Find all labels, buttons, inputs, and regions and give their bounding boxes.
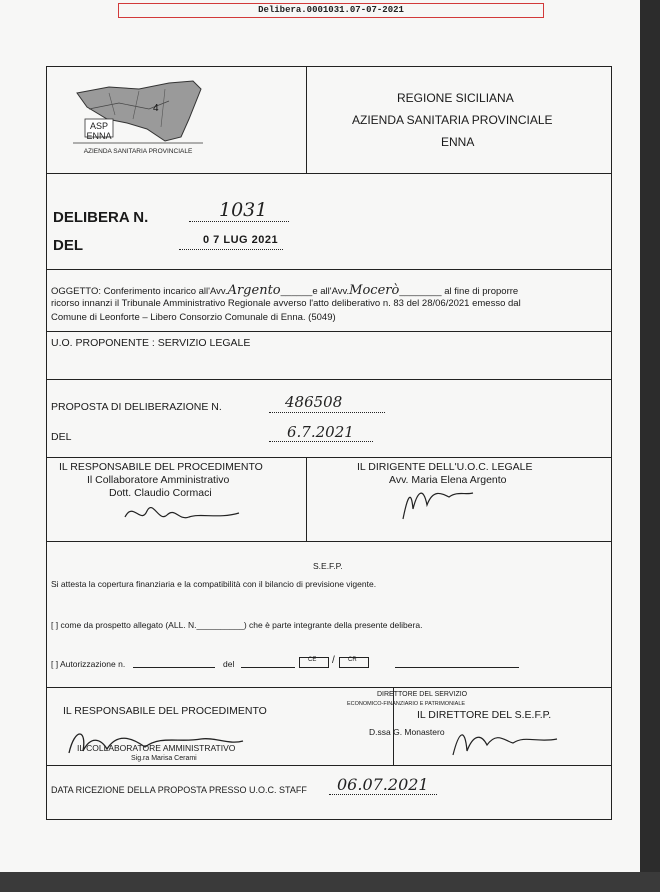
oggetto-line1: OGGETTO: Conferimento incarico all'Avv.Argento______e all'Avv.Mocerò________ al fine di proporre [51,283,519,298]
dirigente-name: Avv. Maria Elena Argento [389,474,507,486]
responsabile-title: IL RESPONSABILE DEL PROCEDIMENTO [59,461,263,473]
bottom-direttore-signature [447,721,567,761]
proposta-number: 486508 [285,393,343,411]
sefp-title: S.E.F.P. [313,561,343,571]
responsabile-name: Dott. Claudio Cormaci [109,487,212,499]
bottom-responsabile-role: IL COLLABORATORE AMMINISTRATIVO [77,743,236,753]
responsabile-role: Il Collaboratore Amministrativo [87,474,230,486]
bottom-responsabile-title: IL RESPONSABILE DEL PROCEDIMENTO [63,705,267,717]
bottom-direttore-title: IL DIRETTORE DEL S.E.F.P. [417,709,552,721]
bottom-direttore-subtitle: ECONOMICO-FINANZIARIO E PATRIMONIALE [347,701,466,707]
delibera-date: 0 7 LUG 2021 [203,234,279,246]
asp-enna-logo [69,79,209,157]
sefp-box-cr: CR [339,657,369,668]
proposta-del-label: DEL [51,431,72,443]
logo-caption: AZIENDA SANITARIA PROVINCIALE [83,148,193,155]
delibera-del-label: DEL [53,237,83,254]
oggetto-name2: Mocerò [349,283,400,298]
header-azienda: AZIENDA SANITARIA PROVINCIALE [352,113,553,127]
ricezione-label: DATA RICEZIONE DELLA PROPOSTA PRESSO U.O.C. STAFF [51,785,307,795]
bottom-responsabile-name: Sig.ra Marisa Cerami [131,755,197,762]
sefp-autorizzazione-label: [ ] Autorizzazione n. [51,659,126,669]
scan-edge-right [640,0,660,892]
bottom-responsabile-signature [61,723,251,763]
responsabile-signature [119,495,249,529]
delibera-form: ASP ENNA 4 AZIENDA SANITARIA PROVINCIALE REGIONE SICILIANA AZIENDA SANITARIA PROVINCIALE ENNA DELIBERA N. 1031 DEL 0 7 LUG 2021 OGGETTO: Conferimento incarico all'Avv.Argento______e all'Avv.Mocerò________ al fine di proporre ricorso innanzi il Tribunale Amministrativo Regionale avverso l'atto deliberativo n. 83 del 28/06/2021 emesso dal Comune di Leonforte – Libero Consorzio Comunale di Enna. (5049) U.O. PROPONENTE : SERVIZIO LEGALE PROPOSTA DI DELIBERAZIONE N. 486508 DEL 6.7.2021 IL RESPONSABILE DEL PROCEDIMENTO Il Collaboratore Amministrativo Dott. Claudio Cormaci IL DIRIGENTE DELL'U.O.C. LEGALE Avv. Maria Elena Argento S.E.F.P. Si attesta la copertura finanziaria e la compatibilità con il bilancio di previsione vigente. [ ] come da prospetto allegato (ALL. N.__________) che è parte integrante della presente delibera. [ ] Autorizzazione n. del CE / CR IL RESPONSABILE DEL PROCEDIMENTO IL COLLABORATORE AMMINISTRATIVO Sig.ra Marisa Cerami DIRETTORE DEL SERVIZIO ECONOMICO-FINANZIARIO E PATRIMONIALE IL DIRETTORE DEL S.E.F.P. D.ssa G. Monastero DATA RICEZIONE DELLA PROPOSTA PRESSO U.O.C. STAFF 06.07.2021 [46,66,612,820]
logo-enna-text: ENNA [86,131,112,141]
proposta-date: 6.7.2021 [287,423,354,441]
ricezione-date: 06.07.2021 [337,775,429,794]
protocol-stamp: Delibera.0001031.07-07-2021 [118,3,544,18]
dirigente-title: IL DIRIGENTE DELL'U.O.C. LEGALE [357,461,533,473]
proposta-label: PROPOSTA DI DELIBERAZIONE N. [51,401,222,413]
bottom-direttore-name: D.ssa G. Monastero [369,727,445,737]
logo-map-number: 4 [153,103,159,114]
sefp-box-ce: CE [299,657,329,668]
oggetto-name1: Argento [227,283,281,298]
oggetto-line3: Comune di Leonforte – Libero Consorzio Comunale di Enna. (5049) [51,312,336,323]
sefp-del-label: del [223,659,235,669]
uo-proponente: U.O. PROPONENTE : SERVIZIO LEGALE [51,337,251,349]
dirigente-signature [397,479,477,523]
bottom-direttore-servizio: DIRETTORE DEL SERVIZIO [377,691,468,698]
scan-edge-bottom [0,872,660,892]
header-region: REGIONE SICILIANA [397,91,514,105]
delibera-label: DELIBERA N. [53,209,149,226]
oggetto-line2: ricorso innanzi il Tribunale Amministrativo Regionale avverso l'atto deliberativo n. 83 del 28/06/2021 emesso dal [51,298,521,309]
sefp-option-allegato: [ ] come da prospetto allegato (ALL. N.__________) che è parte integrante della presente delibera. [51,620,423,630]
sefp-attesta: Si attesta la copertura finanziaria e la compatibilità con il bilancio di previsione vigente. [51,579,377,589]
delibera-number: 1031 [219,199,268,221]
logo-asp-text: ASP [89,121,109,131]
header-city: ENNA [441,135,475,149]
